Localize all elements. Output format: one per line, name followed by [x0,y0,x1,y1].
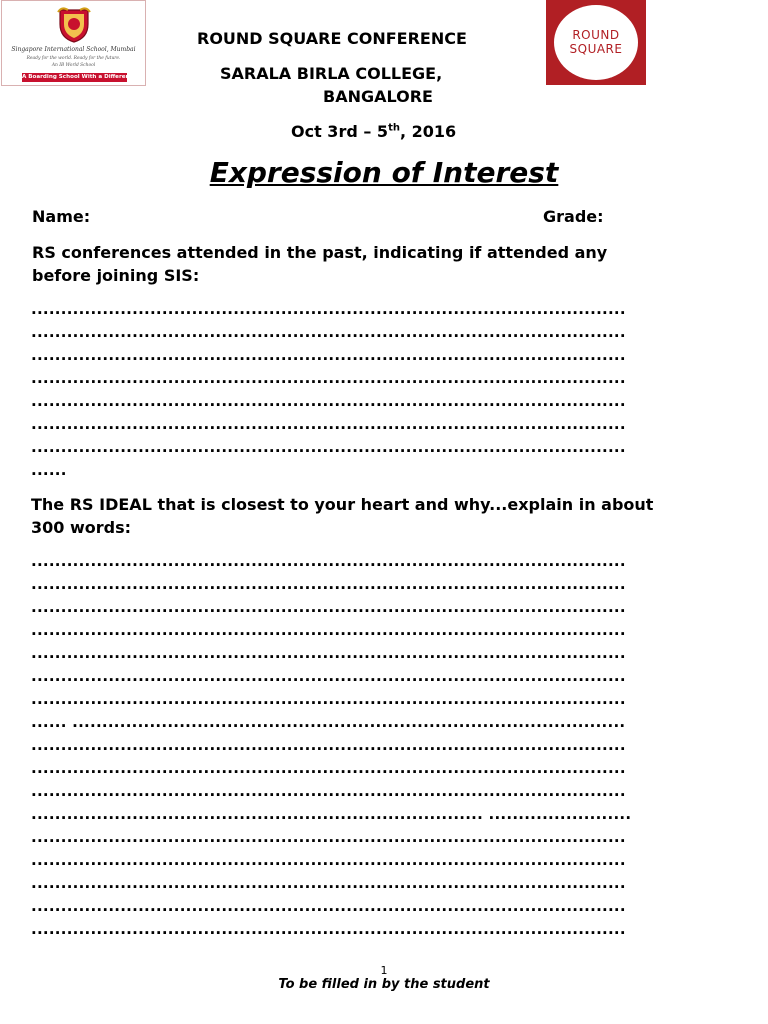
dotted-line: .................................................................................................... [31,369,626,387]
dotted-line: .................................................................................................... [31,690,626,708]
dotted-line: .................................................................................................... [31,552,626,570]
dotted-line: .................................................................................................... [31,874,626,892]
conference-title: ROUND SQUARE CONFERENCE [197,29,467,48]
question-2 [31,493,653,539]
round-square-logo [546,0,646,85]
dotted-line: .................................................................................................... [31,897,626,915]
venue-line2: BANGALORE [323,87,433,106]
question-1-line-1: RS conferences attended in the past, indicating if attended any [32,243,608,262]
question-1-line-2: before joining SIS: [32,266,200,285]
dotted-line: .................................................................................................... [31,644,626,662]
school-tagline: Ready for the world. Ready for the future. [26,56,121,61]
answer-area-1 [31,298,626,482]
dotted-line: .................................................................................................... [31,598,626,616]
round-square-circle [554,5,638,80]
question-2-line-2: 300 words: [31,518,132,537]
dotted-line: .................................................................................................... [31,575,626,593]
school-banner: A Boarding School With a Difference [22,74,137,80]
dotted-line: .................................................................................................... [31,920,626,938]
dotted-line: .................................................................................................... [31,392,626,410]
dotted-line: ...... [31,461,67,479]
dotted-line: .................................................................................................... [31,667,626,685]
question-1 [32,241,607,287]
dotted-line: ............................................................................ ........................ [31,805,632,823]
dotted-line: .................................................................................................... [31,323,626,341]
school-crest-icon [54,4,94,44]
dotted-line: .................................................................................................... [31,346,626,364]
dotted-line: .................................................................................................... [31,782,626,800]
dotted-line: .................................................................................................... [31,438,626,456]
dotted-line: .................................................................................................... [31,851,626,869]
school-logo [1,0,146,86]
dotted-line: .................................................................................................... [31,415,626,433]
conference-date [291,122,456,141]
dotted-line: .................................................................................................... [31,300,626,318]
dotted-line: .................................................................................................... [31,828,626,846]
dotted-line: .................................................................................................... [31,759,626,777]
dotted-line: ...... ............................................................................................. [31,713,626,731]
venue-line1: SARALA BIRLA COLLEGE, [220,64,443,83]
page-number: 1 [380,964,388,977]
answer-area-2 [31,550,631,941]
round-square-word-1: ROUND [572,28,620,42]
school-sub: An IB World School [51,63,96,68]
page-title: Expression of Interest [209,156,559,189]
school-name: Singapore International School, Mumbai [11,46,136,53]
name-label: Name: [32,207,91,226]
dotted-line: .................................................................................................... [31,736,626,754]
date-superscript: th [388,122,400,134]
dotted-line: .................................................................................................... [31,621,626,639]
question-2-line-1: The RS IDEAL that is closest to your heart and why...explain in about [31,495,654,514]
date-suffix: , 2016 [399,122,457,141]
grade-label: Grade: [543,207,604,226]
round-square-word-2: SQUARE [569,42,623,56]
date-prefix: Oct 3rd – 5 [291,122,389,141]
footer-note: To be filled in by the student [278,977,490,992]
